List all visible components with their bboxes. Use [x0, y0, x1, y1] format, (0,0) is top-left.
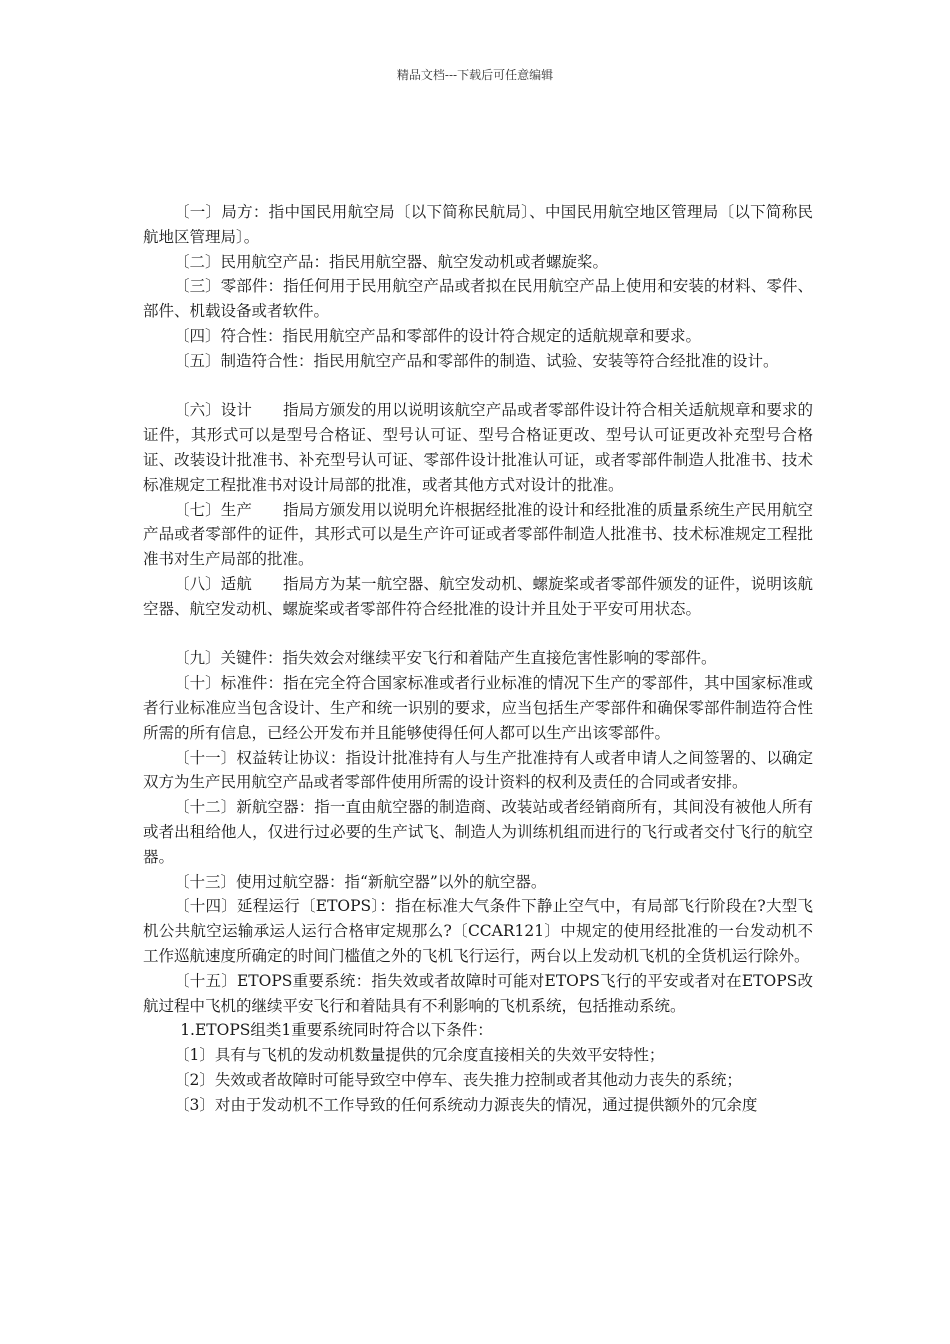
- paragraph-12: 〔十二〕新航空器：指一直由航空器的制造商、改装站或者经销商所有，其间没有被他人所有或者出租给他人，仅进行过必要的生产试飞、制造人为训练机组而进行的飞行或者交付飞行的航空器。: [143, 798, 813, 866]
- paragraph-5: 〔五〕制造符合性：指民用航空产品和零部件的制造、试验、安装等符合经批准的设计。: [174, 351, 779, 370]
- paragraph-19: 〔3〕对由于发动机不工作导致的任何系统动力源丧失的情况，通过提供额外的冗余度: [174, 1095, 758, 1114]
- paragraph-11: 〔十一〕权益转让协议：指设计批准持有人与生产批准持有人或者申请人之间签署的、以确定双方为生产民用航空产品或者零部件使用所需的设计资料的权利及责任的合同或者安排。: [143, 748, 813, 792]
- paragraph-1: 〔一〕局方：指中国民用航空局〔以下简称民航局〕、中国民用航空地区管理局〔以下简称民航地区管理局〕。: [143, 203, 813, 246]
- paragraph-8: 〔八〕适航 指局方为某一航空器、航空发动机、螺旋桨或者零部件颁发的证件，说明该航空器、航空发动机、螺旋桨或者零部件符合经批准的设计并且处于平安可用状态。: [143, 574, 813, 618]
- paragraph-14: 〔十四〕延程运行〔ETOPS〕：指在标准大气条件下静止空气中，有局部飞行阶段在?大型飞机公共航空运输承运人运行合格审定规那么?〔CCAR121〕中规定的使用经批准的一台发动机不工作巡航速度所确定的时间门槛值之外的飞机飞行运行，两台以上发动机飞机的全货机运行除外。: [143, 897, 813, 965]
- paragraph-6: 〔六〕设计 指局方颁发的用以说明该航空产品或者零部件设计符合相关适航规章和要求的证件，其形式可以是型号合格证、型号认可证、型号合格证更改、型号认可证更改补充型号合格证、改装设计批准书、补充型号认可证、零部件设计批准认可证，或者零部件制造人批准书、技术标准规定工程批准书对设计局部的批准，或者其他方式对设计的批准。: [143, 401, 813, 494]
- paragraph-3: 〔三〕零部件：指任何用于民用航空产品或者拟在民用航空产品上使用和安装的材料、零件、部件、机载设备或者软件。: [143, 277, 813, 321]
- document-body: [143, 200, 813, 1117]
- paragraph-2: 〔二〕民用航空产品：指民用航空器、航空发动机或者螺旋桨。: [174, 252, 609, 271]
- paragraph-18: 〔2〕失效或者故障时可能导致空中停车、丧失推力控制或者其他动力丧失的系统；: [174, 1070, 742, 1089]
- paragraph-10: 〔十〕标准件：指在完全符合国家标准或者行业标准的情况下生产的零部件，其中国家标准或者行业标准应当包含设计、生产和统一识别的要求，应当包括生产零部件和确保零部件制造符合性所需的所有信息，已经公开发布并且能够使得任何人都可以生产出该零部件。: [143, 674, 813, 742]
- paragraph-17: 〔1〕具有与飞机的发动机数量提供的冗余度直接相关的失效平安特性；: [174, 1046, 665, 1065]
- paragraph-15: 〔十五〕ETOPS重要系统：指失效或者故障时可能对ETOPS飞行的平安或者对在ETOPS改航过程中飞机的继续平安飞行和着陆具有不利影响的飞机系统，包括推动系统。: [143, 971, 813, 1015]
- paragraph-16: 1.ETOPS组类1重要系统同时符合以下条件：: [180, 1021, 493, 1040]
- paragraph-4: 〔四〕符合性：指民用航空产品和零部件的设计符合规定的适航规章和要求。: [174, 326, 702, 345]
- paragraph-13: 〔十三〕使用过航空器：指“新航空器”以外的航空器。: [174, 872, 547, 891]
- page-header: 精品文档---下载后可任意编辑: [396, 68, 554, 82]
- paragraph-9: 〔九〕关键件：指失效会对继续平安飞行和着陆产生直接危害性影响的零部件。: [174, 649, 717, 668]
- paragraph-7: 〔七〕生产 指局方颁发用以说明允许根据经批准的设计和经批准的质量系统生产民用航空产品或者零部件的证件，其形式可以是生产许可证或者零部件制造人批准书、技术标准规定工程批准书对生产局部的批准。: [143, 500, 813, 569]
